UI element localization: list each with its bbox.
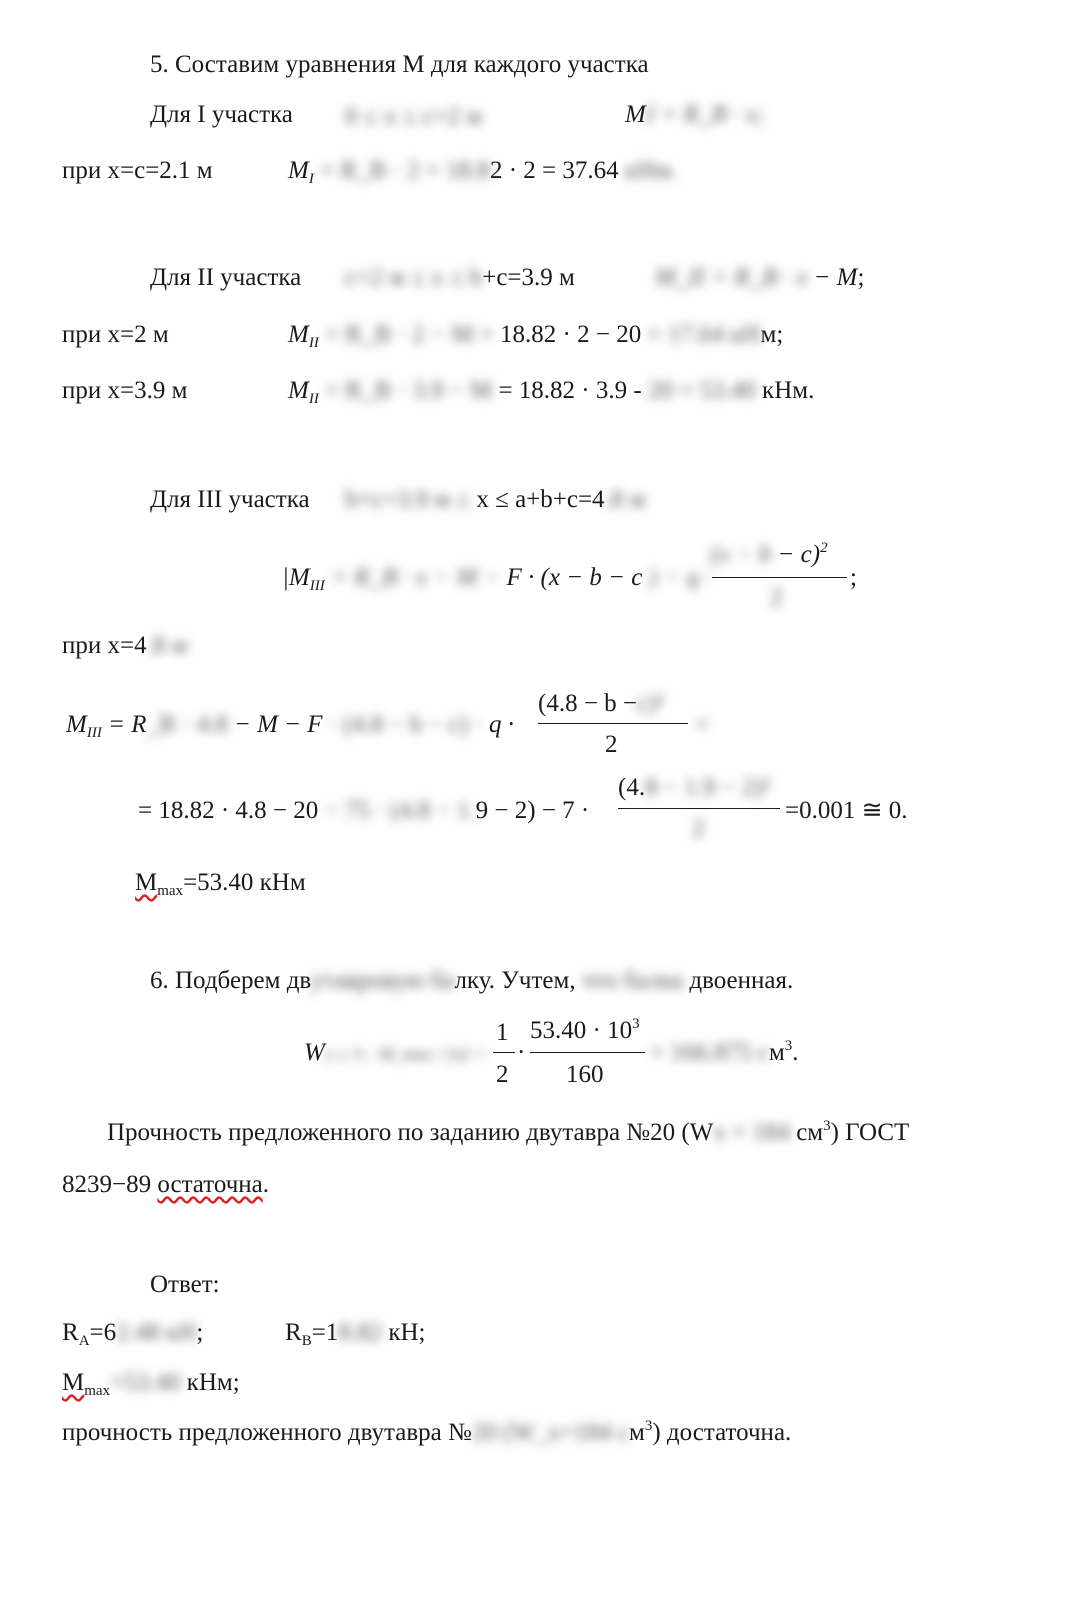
- part3-range: [345, 487, 645, 512]
- part1-at-label: при x=c=2.1 м: [62, 157, 213, 184]
- part3-label: Для III участка: [150, 486, 310, 513]
- part1-at-equation: [288, 158, 677, 187]
- power: 3: [823, 1118, 831, 1134]
- part2-eq-tail: − M: [813, 264, 858, 291]
- mmax-m: M: [135, 869, 158, 896]
- part3-num-tail: − c): [771, 541, 821, 568]
- m-sub: II: [308, 391, 319, 407]
- part2-at1-tail: м;: [760, 321, 784, 348]
- fraction-bar: [538, 723, 688, 724]
- blurred-text: x ≥ ½ · M_max / [σ] =: [324, 1044, 487, 1064]
- strength-d: ) ГОСТ: [830, 1119, 910, 1146]
- part3-range-mid: x ≤ a+b+c=4: [476, 486, 605, 513]
- w-num2: 53.40 · 10: [530, 1017, 633, 1044]
- fraction-bar: [618, 808, 780, 809]
- blurred-text: .8 м: [604, 486, 646, 513]
- blurred-text: = 166.875 с: [650, 1039, 769, 1066]
- blurred-text: b+c=3.9 м ≤: [345, 486, 471, 513]
- part1-equation: [625, 102, 765, 127]
- full-num: (4.8 − b −: [538, 690, 638, 717]
- blurred-text: 20 (W_x=184 с: [471, 1419, 630, 1446]
- m-sub: III: [86, 725, 102, 741]
- m-symbol: M: [288, 377, 309, 404]
- blurred-text: = R_B · 3.9 − M: [325, 377, 493, 404]
- final-b: м: [629, 1419, 645, 1446]
- numeric-mid: 9 − 2) − 7 ·: [475, 797, 590, 824]
- blurred-text: = R_B · 2 − M =: [325, 321, 494, 348]
- part3-eq-end: ;: [850, 564, 857, 591]
- mm-m: M: [62, 1369, 85, 1396]
- part3-full-numerator: [538, 691, 664, 716]
- part2-at2-equation: [288, 378, 814, 407]
- part2-at1-equation: [288, 322, 783, 351]
- mm-sub: max: [84, 1383, 111, 1399]
- mmax-symbol: [135, 869, 184, 899]
- w-frac1-den: 2: [496, 1061, 509, 1088]
- section5-heading: 5. Составим уравнения М для каждого участка: [150, 51, 649, 78]
- final-c: ) достаточна.: [652, 1419, 792, 1446]
- part2-label: Для II участка: [150, 264, 302, 291]
- power: 3: [784, 1038, 793, 1054]
- ra-end: ;: [196, 1319, 204, 1346]
- s6-mid: лку. Учтем,: [454, 967, 576, 994]
- fraction-bar: [493, 1052, 515, 1053]
- m-sub: III: [309, 578, 325, 594]
- part1-eq-rest: I = R_B · x;: [645, 101, 765, 128]
- blurred-text: 8 − 1.9 − 2)²: [645, 774, 771, 801]
- part3-numeric: [138, 798, 589, 823]
- numeric-result: =0.001 ≅ 0.: [785, 797, 908, 824]
- strength-line-2: [62, 1172, 269, 1197]
- fraction-bar: [530, 1052, 645, 1053]
- w-frac1-num: 1: [496, 1019, 509, 1046]
- w-frac2-num: [530, 1018, 640, 1043]
- part3-eq-denominator: 2: [770, 584, 783, 611]
- part2-at1-label: при x=2 м: [62, 321, 169, 348]
- misspelled-word: остаточна: [157, 1171, 263, 1198]
- part1-at-unit: кНм.: [624, 157, 678, 184]
- power: 2: [820, 540, 828, 556]
- blurred-text: (x − b: [710, 541, 772, 568]
- full-mid: − M − F: [227, 711, 323, 738]
- blurred-text: c=2 м ≤ x ≤ b: [345, 264, 483, 291]
- blurred-text: · (4.8 − b − c) ·: [328, 711, 483, 738]
- part2-at2-label: при x=3.9 м: [62, 377, 188, 404]
- ra-eq: =6: [89, 1319, 117, 1346]
- gost-number: 8239−89: [62, 1171, 158, 1198]
- part2-at2-mid: = 18.82 · 3.9 -: [498, 377, 642, 404]
- blurred-text: =: [695, 711, 710, 738]
- w-symbol: W: [304, 1039, 325, 1066]
- rb-end: кН;: [388, 1319, 426, 1346]
- mmax-sub: max: [157, 883, 184, 899]
- part2-range: [345, 265, 575, 290]
- strength-line-1: [107, 1120, 909, 1145]
- blurred-text: =53.40: [110, 1369, 187, 1396]
- w-unit: м: [768, 1039, 785, 1066]
- s6-start: 6. Подберем дв: [150, 967, 311, 994]
- blurred-text: _B · 4.8: [146, 711, 228, 738]
- mmax-line: [135, 870, 306, 899]
- blurred-text: утавровую ба: [310, 967, 455, 994]
- part2-equation: [655, 265, 864, 290]
- blurred-text: что балка: [575, 967, 690, 994]
- blurred-text: 20 = 53.40: [647, 377, 756, 404]
- answer-ra: [62, 1320, 203, 1349]
- part3-full-equation: [66, 712, 514, 741]
- part2-range-tail: +c=3.9 м: [482, 264, 575, 291]
- blurred-text: = R_B · x − M −: [330, 564, 501, 591]
- rb-eq: =1: [311, 1319, 339, 1346]
- answer-rb: [285, 1320, 425, 1349]
- ra-sub: A: [78, 1333, 90, 1349]
- s6-end: двоенная.: [689, 967, 794, 994]
- part3-eq-mid: F · (x − b − c: [506, 564, 643, 591]
- multiply-dot: ·: [517, 1039, 526, 1066]
- part1-range: 0 ≤ x ≤ c=2 м: [345, 103, 483, 130]
- mmax-symbol: [62, 1369, 111, 1399]
- answer-mmax: [62, 1370, 240, 1399]
- power: 3: [644, 1418, 653, 1434]
- power: 3: [632, 1016, 640, 1032]
- mmax-value: =53.40 кНм: [183, 869, 306, 896]
- part1-at-tail: 2 · 2 = 37.64: [489, 157, 619, 184]
- blurred-text: = 17.64 кН: [647, 321, 761, 348]
- frac-num: (4.: [618, 774, 646, 801]
- period: .: [262, 1171, 270, 1198]
- m-symbol: |M: [282, 564, 310, 591]
- answer-title: Ответ:: [150, 1271, 220, 1298]
- part3-equation: [282, 565, 711, 594]
- blurred-text: 2.48 кН: [116, 1319, 197, 1346]
- m-symbol: M: [288, 157, 309, 184]
- blurred-text: 8.82: [338, 1319, 389, 1346]
- numeric-start: = 18.82 · 4.8 − 20: [138, 797, 319, 824]
- strength-c: см: [789, 1119, 824, 1146]
- w-frac2-den: 160: [566, 1061, 604, 1088]
- full-eq: = R: [101, 711, 147, 738]
- blurred-text: x = 184: [713, 1119, 790, 1146]
- blurred-text: ) − q ·: [648, 564, 712, 591]
- section6-heading: [150, 968, 793, 993]
- blurred-text: = R_B · 2 = 18.8: [320, 157, 490, 184]
- w-result: [650, 1040, 799, 1065]
- w-end: .: [792, 1039, 799, 1066]
- rb-sub: B: [301, 1333, 312, 1349]
- m-sub: I: [308, 171, 314, 187]
- part2-at2-unit: кНм.: [762, 377, 815, 404]
- part2-eq-end: ;: [857, 264, 865, 291]
- rb-symbol: R: [285, 1319, 302, 1346]
- w-head: [304, 1040, 486, 1065]
- fraction-bar: [712, 577, 847, 578]
- mm-end: кНм;: [186, 1369, 240, 1396]
- part3-at-label: [62, 633, 187, 658]
- m-symbol: M: [288, 321, 309, 348]
- part3-eq-numerator: [710, 542, 828, 567]
- m-symbol: M: [66, 711, 87, 738]
- blurred-text: .8 м: [146, 632, 188, 659]
- part2-at1-mid: 18.82 · 2 − 20: [500, 321, 642, 348]
- part1-label: Для I участка: [150, 101, 293, 128]
- m-sub: II: [308, 335, 319, 351]
- part1-eq-head: M: [625, 101, 646, 128]
- blurred-text: c)²: [637, 690, 664, 717]
- final-a: прочность предложенного двутавра №: [62, 1419, 472, 1446]
- ra-symbol: R: [62, 1319, 79, 1346]
- numeric-frac-numerator: [618, 775, 770, 800]
- blurred-text: M_II = R_B · x: [655, 264, 808, 291]
- part3-at-text: при x=4: [62, 632, 147, 659]
- full-q: q ·: [488, 711, 514, 738]
- part3-full-denominator: 2: [605, 731, 618, 758]
- answer-final: [62, 1420, 791, 1445]
- strength-a: Прочность предложенного по заданию двутавра №20 (W: [107, 1119, 714, 1146]
- numeric-frac-denominator: 2: [692, 815, 705, 842]
- blurred-text: − 75 · (4.8 − 1.: [324, 797, 476, 824]
